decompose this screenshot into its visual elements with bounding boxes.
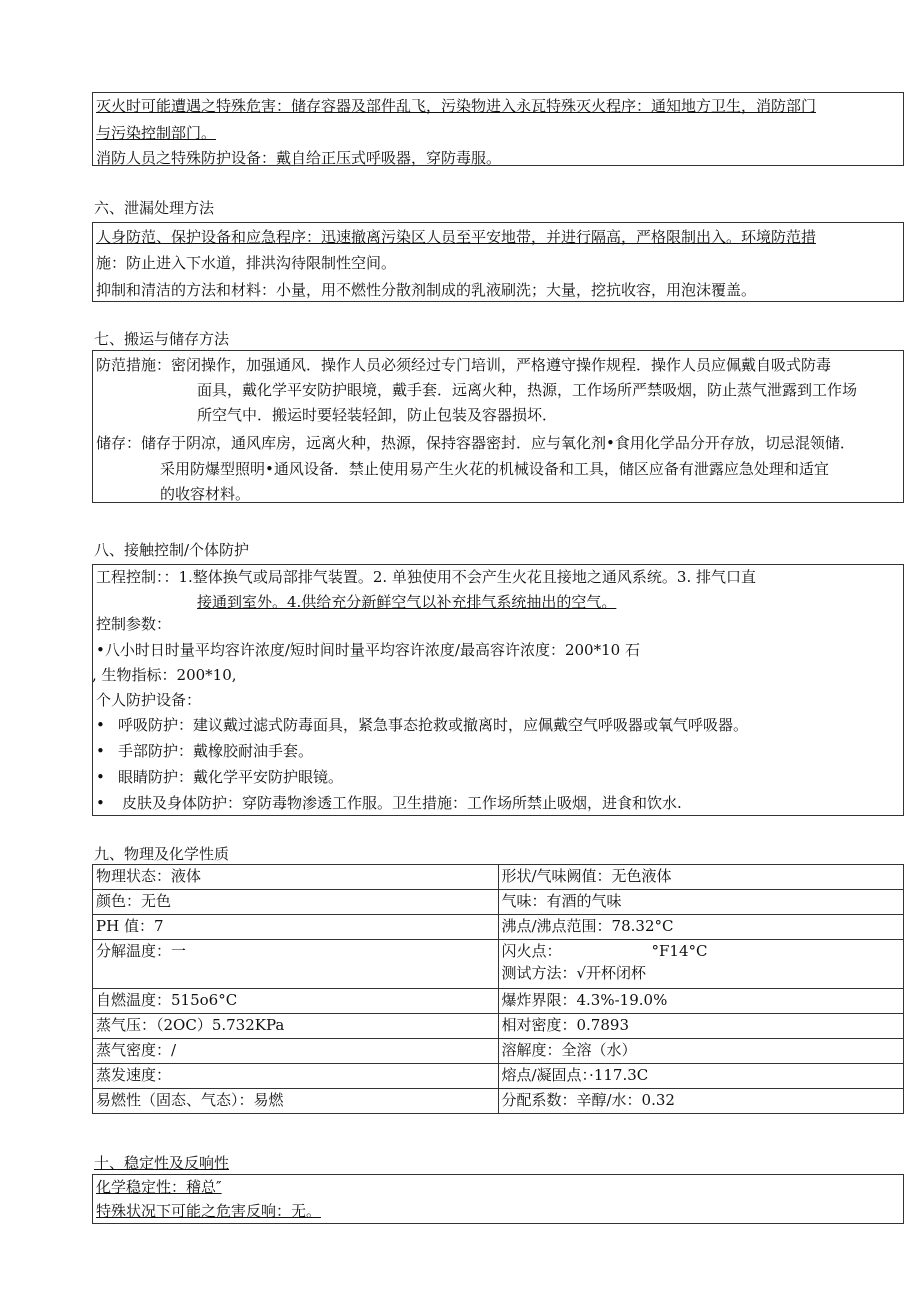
bullet-mark: •: [96, 716, 105, 734]
prop-cell: 颜色：无色: [93, 890, 499, 915]
prop-cell: 分配系数：辛醇/水：0.32: [498, 1089, 904, 1114]
sec8-bullet-4: [96, 793, 682, 813]
prop-cell: 蒸气密度：/: [93, 1039, 499, 1064]
sec6-line2: 施：防止进入下水道，排洪沟待限制性空间。: [96, 254, 397, 272]
prop-cell: 相对密度：0.7893: [498, 1014, 904, 1039]
table-row: [93, 940, 904, 989]
table-row: [93, 1014, 904, 1039]
sec8-line6: 个人防护设备：: [96, 691, 202, 709]
sec8-line2: 接通到室外。4.供给充分新鲜空气以补充排气系统抽出的空气。: [197, 593, 617, 611]
prop-cell: PH 值：7: [93, 915, 499, 940]
prop-cell: 蒸发速度：: [93, 1064, 499, 1089]
sec8-line1: 工程控制：：1.整体换气或局部排气装置。2. 单独使用不会产生火花且接地之通风系统。3. 排气口直: [96, 568, 756, 586]
prop-cell: 分解温度：一: [93, 940, 499, 989]
sec6-line1: [96, 227, 816, 247]
flash-point-value: °F14°C: [651, 942, 708, 960]
prop-cell: 溶解度：全溶（水）: [498, 1039, 904, 1064]
bullet-mark: •: [96, 742, 105, 760]
sec7-line2: 面具，戴化学平安防护眼境，戴手套．远离火种，热源，工作场所严禁吸烟，防止蒸气泄露到工作场: [197, 381, 858, 399]
prop-cell: 气味：有酒的气味: [498, 890, 904, 915]
table-row: [93, 890, 904, 915]
sec8-line3: 控制参数：: [96, 615, 172, 633]
prop-cell: 爆炸界限：4.3%-19.0%: [498, 989, 904, 1014]
sec9-title: 九、物理及化学性质: [94, 845, 230, 863]
prop-cell: [498, 940, 904, 989]
table-row: [93, 1064, 904, 1089]
table-row: [93, 915, 904, 940]
sec5-line3: 消防人员之特殊防护设备：戴自给正压式呼吸器，穿防毒服。: [96, 149, 502, 167]
bullet-mark: •: [96, 768, 105, 786]
sec10-line2: 特殊状况下可能之危害反响：无。: [96, 1202, 322, 1220]
bullet-text: 眼睛防护：戴化学平安防护眼镜。: [118, 768, 344, 786]
prop-cell: 沸点/沸点范围：78.32°C: [498, 915, 904, 940]
table-row: [93, 989, 904, 1014]
sec7-line3: 所空气中．搬运时要轻装轻卸，防止包装及容器损坏．: [197, 406, 558, 424]
bullet-text: 皮肤及身体防护：穿防毒物渗透工作服。卫生措施：工作场所禁止吸烟，进食和饮水.: [122, 794, 682, 812]
sec6-line3: 抑制和清洁的方法和材料：小量，用不燃性分散剂制成的乳液刷洗；大量，挖抗收容，用泡沫覆盖。: [96, 281, 757, 299]
properties-table: [92, 864, 904, 1114]
sec7-line4: 储存：储存于阴凉，通风库房，远离火种，热源，保持容器密封．应与氧化剂•食用化学品分开存放，切忌混领储．: [96, 434, 855, 452]
sec7-title: 七、搬运与储存方法: [94, 330, 230, 348]
flash-point-label: 闪火点：: [501, 942, 562, 960]
prop-cell: 易燃性（固态、气态）：易燃: [93, 1089, 499, 1114]
sec5-line1: 灭火时可能遭遇之特殊危害：储存容器及部件乱飞，污染物进入永瓦特殊灭火程序：通知地方卫生，消防部门: [96, 97, 817, 115]
prop-cell: 物理状态：液体: [93, 865, 499, 890]
table-row: [93, 865, 904, 890]
test-method-line: 测试方法：√开杯闭杯: [501, 964, 647, 982]
sec8-bullet-3: [96, 767, 343, 787]
prop-cell: 自燃温度：515o6°C: [93, 989, 499, 1014]
sec6-line1-text: 人身防范、保护设备和应急程序：迅速撤离污染区人员至平安地带，并进行隔高，严格限制出入。环境防范措: [96, 228, 817, 246]
bullet-text: 手部防护：戴橡胶耐油手套。: [118, 742, 314, 760]
sec7-line1: 防范措施：密闭操作，加强通风．操作人员必须经过专门培训，严格遵守操作规程．操作人员应佩戴自吸式防毒: [96, 356, 832, 374]
sec8-line5: , 生物指标：200*10,: [92, 666, 237, 684]
sec8-bullet-1: [96, 715, 748, 735]
table-row: [93, 1039, 904, 1064]
sec5-line2: 与污染控制部门。: [96, 124, 217, 142]
sec8-bullet-2: [96, 741, 313, 761]
prop-cell: 形状/气味阙值：无色液体: [498, 865, 904, 890]
sec7-line6: 的收容材料。: [160, 485, 251, 503]
sec10-title: 十、稳定性及反响性: [94, 1154, 230, 1172]
sec8-line4: •八小时日时量平均容许浓度/短时间时量平均容许浓度/最高容许浓度：200*10 石: [96, 641, 640, 659]
sec7-line5: 采用防爆型照明•通风设备．禁止使用易产生火花的机械设备和工具，储区应备有泄露应急处理和适宜: [160, 460, 829, 478]
prop-cell: 熔点/凝固点：·117.3C: [498, 1064, 904, 1089]
sec6-title: 六、泄漏处理方法: [94, 199, 215, 217]
bullet-text: 呼吸防护：建议戴过滤式防毒面具，紧急事态抢救或撤离时，应佩戴空气呼吸器或氧气呼吸器。: [118, 716, 749, 734]
sec10-line1: 化学稳定性：稽总″: [96, 1178, 222, 1196]
table-row: [93, 1089, 904, 1114]
prop-cell: 蒸气压：（2OC）5.732KPa: [93, 1014, 499, 1039]
flash-point-line: [502, 940, 901, 962]
sec8-title: 八、接触控制/个体防护: [94, 541, 250, 559]
bullet-mark: •: [96, 794, 105, 812]
